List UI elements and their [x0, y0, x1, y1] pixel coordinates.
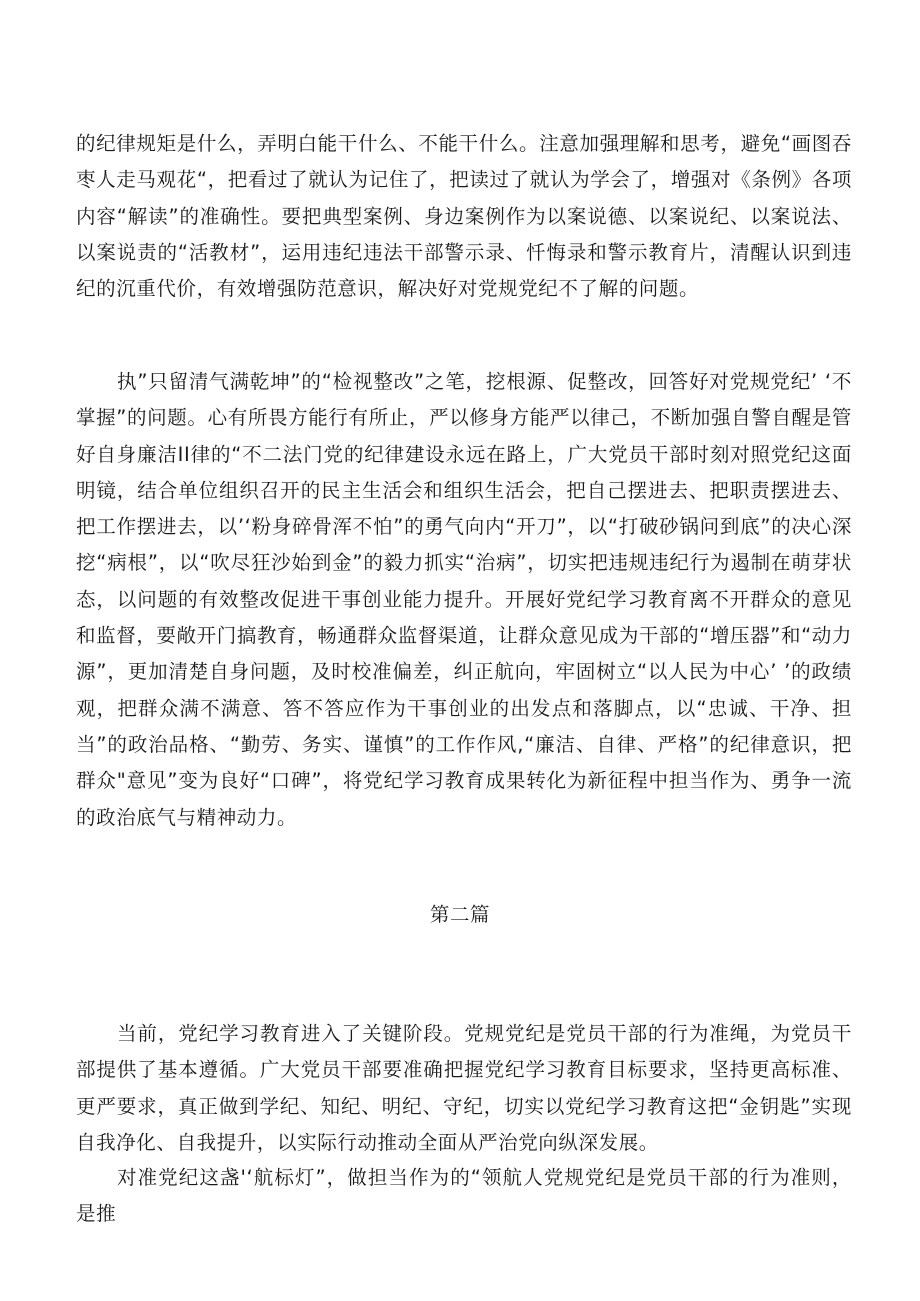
body-paragraph-4: 对准党纪这盏'‘航标灯”，做担当作为的“领航人党规党纪是党员干部的行为准则，是推	[76, 1166, 852, 1226]
body-paragraph-3: 当前，党纪学习教育进入了关键阶段。党规党纪是党员干部的行为准绳，为党员干部提供了基本遵循。广大党员干部要准确把握党纪学习教育目标要求，坚持更高标准、更严要求，真正做到学纪、知纪、明纪、守纪，切实以党纪学习教育这把“金钥匙”实现自我净化、自我提升，以实际行动推动全面从严治党向纵深发展。	[76, 1022, 852, 1154]
body-paragraph-2: 执”只留清气满乾坤”的“检视整改”之笔，挖根源、促整改，回答好对党规党纪’ ‘不掌握”的问题。心有所畏方能行有所止，严以修身方能严以律己，不断加强自警自醒是管好自身廉洁II律的“不二法门党的纪律建设永远在路上，广大党员干部时刻对照党纪这面明镜，结合单位组织召开的民主生活会和组织生活会，把自己摆进去、把职责摆进去、把工作摆进去，以’‘粉身碎骨浑不怕”的勇气向内“开刀”，以“打破砂锅问到底”的决心深挖“病根”，以“吹尽狂沙始到金”的毅力抓实“治病”，切实把违规违纪行为遏制在萌芽状态，以问题的有效整改促进干事创业能力提升。开展好党纪学习教育离不开群众的意见和监督，要敞开门搞教育，畅通群众监督渠道，让群众意见成为干部的“增压器”和“动力源”，更加清楚自身问题，及时校准偏差，纠正航向，牢固树立“以人民为中心’ ’的政绩观，把群众满不满意、答不答应作为干事创业的出发点和落脚点，以“忠诚、干净、担当”的政治品格、“勤劳、务实、谨慎”的工作作风,“廉洁、自律、严格”的纪律意识，把群众"意见”变为良好“口碑”，将党纪学习教育成果转化为新征程中担当作为、勇争一流的政治底气与精神动力。	[76, 370, 852, 829]
section-heading: 第二篇	[429, 903, 491, 926]
body-paragraph-1: 的纪律规矩是什么，弄明白能干什么、不能干什么。注意加强理解和思考，避免“画图吞枣人走马观花“，把看过了就认为记住了，把读过了就认为学会了，增强对《条例》各项内容“解读”的准确性。要把典型案例、身边案例作为以案说德、以案说纪、以案说法、以案说责的“活教材”，运用违纪违法干部警示录、忏悔录和警示教育片，清醒认识到违纪的沉重代价，有效增强防范意识，解决好对党规党纪不了解的问题。	[76, 132, 852, 301]
